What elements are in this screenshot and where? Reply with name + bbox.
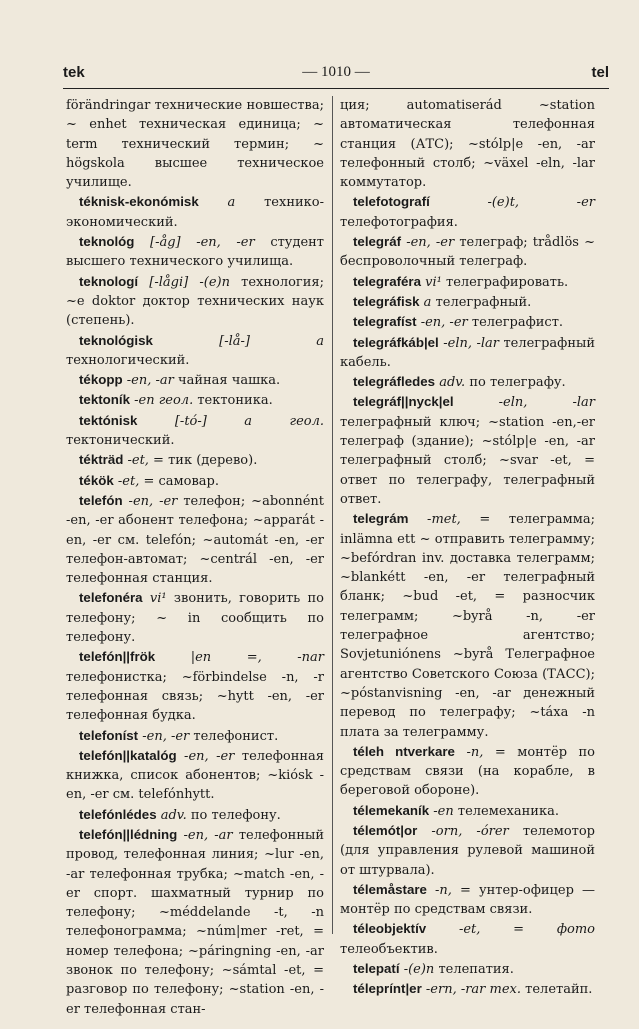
entry-headword: telegráf — [353, 234, 402, 250]
entry-headword: telefón||lédning — [79, 826, 178, 842]
entry-translation: förändringar технические новшества; ~ enhet техническая единица; ~ term технический термин; ~ högskola высшее техническое училище. — [66, 98, 324, 191]
entry-grammar-note: -en, -er — [142, 728, 190, 744]
dictionary-entry — [66, 588, 324, 647]
dictionary-entry — [340, 312, 595, 332]
entry-headword: telegráfledes — [353, 374, 436, 390]
dictionary-entry — [66, 331, 324, 371]
entry-grammar-note: |en =, -nar — [190, 650, 324, 666]
right-column — [340, 96, 595, 1000]
dictionary-entry — [340, 272, 595, 292]
entry-headword: tékopp — [79, 372, 123, 388]
entry-grammar-note: -(e)n — [403, 962, 435, 978]
entry-grammar-note: [-tó-] a геол. — [174, 413, 324, 429]
entry-headword: telefotografí — [353, 194, 430, 210]
entry-translation: студент высшего технического училища. — [66, 235, 325, 270]
entry-translation: телефотография. — [340, 214, 458, 230]
entry-headword: telegráfisk — [353, 293, 420, 309]
entry-grammar-note: -n, = — [466, 744, 506, 760]
entry-headword: telegraféra — [353, 273, 421, 289]
entry-translation: тектоника. — [197, 393, 273, 409]
dictionary-entry — [66, 726, 324, 746]
entry-translation: телеграфный кабель. — [340, 335, 596, 370]
entry-headword: telefón — [79, 492, 123, 508]
entry-grammar-note: vi¹ — [425, 274, 442, 290]
dictionary-entry — [66, 272, 324, 331]
entry-grammar-note: [-lå-] a — [219, 333, 324, 349]
entry-headword: telegrám — [353, 511, 409, 527]
entry-grammar-note: [-lågi] -(e)n — [149, 274, 230, 290]
entry-translation: телеграфный ключ; ~station -en,-er телеграф (здание); ~stólp|e -en, -ar телеграфный столб; ~svar -et, = ответ по телеграфу, телеграфный ответ. — [340, 414, 595, 507]
entry-translation: тектонический. — [66, 433, 175, 449]
entry-grammar-note: -en, -ar — [126, 373, 174, 389]
entry-translation: телемотор (для управления рулевой машиной от штурвала). — [340, 823, 595, 878]
entry-headword: telefónlédes — [79, 806, 157, 822]
dictionary-entry — [66, 96, 324, 192]
entry-grammar-note: -ern, -rar тех. — [425, 982, 522, 998]
entry-headword: telegrafíst — [353, 314, 417, 330]
entry-grammar-note: -orn, -órer — [431, 823, 509, 839]
entry-grammar-note: -eln, -lar — [443, 335, 499, 351]
entry-translation: самовар. — [158, 473, 219, 489]
dictionary-entry — [340, 372, 595, 392]
entry-grammar-note: -en, -er — [406, 235, 455, 251]
entry-grammar-note: vi¹ — [149, 591, 167, 607]
entry-headword: teknológ — [79, 234, 135, 250]
entry-translation: телеобъектив. — [340, 941, 438, 957]
entry-headword: telefoníst — [79, 727, 139, 743]
entry-headword: telepatí — [353, 961, 400, 977]
entry-translation: телемеханика. — [457, 803, 559, 819]
entry-headword: téleh ntverkare — [353, 743, 455, 759]
dictionary-entry — [340, 880, 595, 920]
page-header — [63, 64, 609, 88]
dictionary-entry — [340, 959, 595, 979]
entry-headword: téleprínt|er — [353, 981, 422, 997]
dictionary-entry — [340, 742, 595, 801]
dictionary-entry — [66, 411, 324, 451]
entry-grammar-note: -eln, -lar — [498, 395, 595, 411]
entry-grammar-note: -et, = — [127, 453, 164, 469]
entry-translation: телепатия. — [438, 962, 514, 978]
entry-headword: tékök — [79, 472, 114, 488]
entry-headword: téleobjektív — [353, 921, 427, 937]
entry-translation: технологический. — [66, 352, 190, 368]
entry-translation: телефонная книжка, список абонентов; ~kiósk -en, -er см. telefónhytt. — [66, 748, 324, 803]
entry-headword: télemåstare — [353, 881, 427, 897]
dictionary-entry — [340, 509, 595, 742]
entry-grammar-note: -en, -er — [128, 493, 178, 509]
dictionary-entry — [66, 491, 324, 588]
entry-translation: по телефону. — [190, 807, 281, 823]
dictionary-entry — [66, 746, 324, 805]
header-rule — [63, 88, 609, 89]
entry-translation: телеграфист. — [471, 315, 564, 331]
entry-grammar-note: -met, = — [427, 512, 491, 528]
entry-headword: tékträd — [79, 452, 124, 468]
dictionary-entry — [340, 979, 595, 999]
dictionary-entry — [340, 801, 595, 821]
entry-headword: tektoník — [79, 392, 130, 408]
dictionary-entry — [340, 821, 595, 880]
column-divider — [332, 96, 333, 934]
entry-headword: telegráfkáb|el — [353, 334, 439, 350]
entry-grammar-note: -en, -er — [420, 315, 468, 331]
entry-translation: телеграмма; inlämna ett ~ отправить телеграмму; ~befórdran inv. доставка телеграмм; ~blankétt -en, -er телеграфный бланк; ~bud -et, = разносчик телеграмм; ~byrå -n, -er телеграфное агентство; Sovjetuniónens ~byrå Телеграфное агентство Советского Союза (ТАСС); ~póstanvisning -en, -ar денежный перевод по телеграфу; ~táxa -n плата за телеграмму. — [340, 512, 595, 740]
entry-translation: чайная чашка. — [177, 373, 281, 389]
entry-grammar-note: a — [423, 294, 432, 310]
dictionary-entry — [340, 392, 595, 509]
page-number: — 1010 — — [302, 64, 370, 80]
dictionary-entry — [340, 96, 595, 192]
entry-translation: технико-экономический. — [66, 195, 324, 230]
entry-grammar-note: -(e)t, -er — [487, 195, 595, 211]
dictionary-entry — [340, 333, 595, 373]
entry-grammar-note: -et, = — [117, 473, 155, 489]
entry-grammar-note: -et, = фото — [458, 922, 595, 938]
dictionary-entry — [66, 370, 324, 390]
dictionary-entry — [66, 647, 324, 725]
entry-headword: télemót|or — [353, 822, 418, 838]
entry-translation: по телеграфу. — [469, 375, 566, 391]
entry-translation: звонить, говорить по телефону; ~ in сообщить по телефону. — [66, 591, 325, 646]
entry-translation: тик (дерево). — [168, 453, 258, 469]
entry-translation: монтёр по средствам связи (на корабле, в береговой обороне). — [340, 744, 595, 799]
entry-translation: ция; automatiserád ~station автоматическая телефонная станция (АТС); ~stólp|e -en, -ar телефонный столб; ~växel -eln, -lar коммутатор. — [340, 98, 595, 191]
entry-translation: телеграфировать. — [446, 274, 569, 290]
dictionary-entry — [66, 390, 324, 410]
entry-grammar-note: adv. — [439, 375, 466, 391]
entry-translation: телетайп. — [525, 982, 593, 998]
header-right-guideword: tel — [591, 64, 609, 81]
entry-translation: телеграфный. — [435, 294, 532, 310]
entry-headword: telefón||frök — [79, 649, 156, 665]
left-column — [66, 96, 324, 1019]
dictionary-entry — [66, 825, 324, 1019]
header-left-guideword: tek — [63, 64, 85, 81]
entry-headword: telefonéra — [79, 590, 143, 606]
entry-headword: téknisk-ekonómisk — [79, 194, 199, 210]
entry-headword: télemekaník — [353, 802, 430, 818]
entry-translation: телефонистка; ~förbindelse -n, -r телефонная связь; ~hytt -en, -er телефонная будка. — [66, 669, 324, 724]
entry-headword: telegráf||nyck|el — [353, 394, 454, 410]
dictionary-entry — [340, 292, 595, 312]
entry-headword: tektónisk — [79, 412, 138, 428]
dictionary-entry — [66, 450, 324, 470]
entry-grammar-note: -en, -ar — [183, 827, 233, 843]
entry-translation: телефонный провод, телефонная линия; ~lur -en, -ar телефонная трубка; ~match -en, -er спорт. шахматный турнир по телефону; ~méddelande -t, -n телефонограмма; ~núm|mer -ret, = номер телефона; ~páringning -en, -ar звонок по телефону; ~sámtal -et, = разговор по телефону; ~station -en, -er телефонная стан- — [66, 827, 324, 1017]
entry-translation: телефон; ~abonnént -en, -er абонент телефона; ~apparát -en, -er см. telefón; ~automát -en, -er телефон-автомат; ~centrál -en, -er телефонная станция. — [66, 493, 324, 587]
entry-grammar-note: -en — [433, 803, 454, 819]
dictionary-entry — [340, 919, 595, 959]
entry-grammar-note: [-åg] -en, -er — [150, 235, 255, 251]
dictionary-entry — [66, 232, 324, 272]
dictionary-entry — [66, 805, 324, 825]
entry-grammar-note: a — [227, 195, 236, 211]
entry-translation: телеграф; trådlös ~ беспроволочный телеграф. — [340, 235, 595, 270]
dictionary-entry — [340, 232, 595, 272]
entry-translation: унтер-офицер — монтёр по средствам связи. — [340, 882, 595, 918]
entry-headword: teknologí — [79, 273, 139, 289]
dictionary-entry — [66, 192, 324, 232]
entry-translation: телефонист. — [193, 728, 279, 744]
entry-grammar-note: -n, = — [435, 882, 471, 898]
entry-translation: технология; ~e doktor доктор технических наук (степень). — [66, 274, 324, 329]
entry-headword: teknológisk — [79, 332, 153, 348]
entry-grammar-note: -en геол. — [134, 393, 194, 409]
dictionary-entry — [66, 471, 324, 491]
entry-headword: telefón||katalóg — [79, 747, 177, 763]
dictionary-entry — [340, 192, 595, 232]
entry-grammar-note: adv. — [160, 807, 187, 823]
entry-grammar-note: -en, -er — [184, 748, 235, 764]
